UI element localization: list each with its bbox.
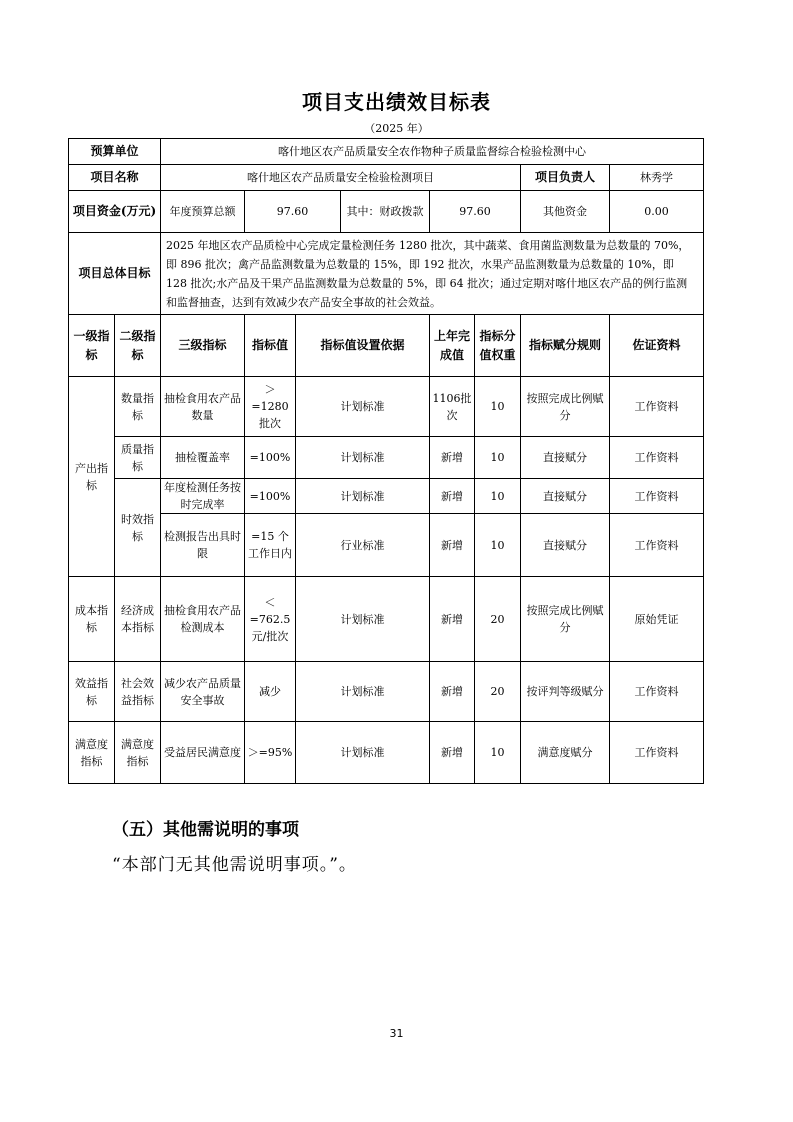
indicator-weight: 10	[475, 377, 521, 437]
project-name-value: 喀什地区农产品质量安全检验检测项目	[161, 165, 521, 191]
indicator-value: =100%	[245, 479, 296, 514]
goal-text: 2025 年地区农产品质检中心完成定量检测任务 1280 批次，其中蔬菜、食用菌监测数量为总数量的 70%，即 896 批次；禽产品监测数量为总数量的 15%，即 192 批次，水果产品监测数量为总数量的 10%，即 128 批次;水产品及干果产品监测数量为总数量的 5%，即 64 批次；通过定期对喀什地区农产品的例行监测和监督抽查，达到有效减少农产品安全事故的社会效益。	[161, 233, 704, 315]
indicator-value: =100%	[245, 437, 296, 479]
indicator-weight: 20	[475, 662, 521, 722]
section-paragraph: “本部门无其他需说明事项。”。	[112, 855, 357, 875]
indicator-basis: 计划标准	[296, 577, 430, 662]
group-cost: 成本指标	[69, 577, 115, 662]
indicator-last: 新增	[430, 479, 475, 514]
other-label: 其他资金	[521, 191, 610, 233]
indicator-basis: 计划标准	[296, 662, 430, 722]
indicator-weight: 10	[475, 722, 521, 784]
group-quality: 质量指标	[115, 437, 161, 479]
other-value: 0.00	[610, 191, 704, 233]
indicator-last: 1106批次	[430, 377, 475, 437]
indicator-rule: 满意度赋分	[521, 722, 610, 784]
indicator-value: ＞=95%	[245, 722, 296, 784]
indicator-value: ＞=1280批次	[245, 377, 296, 437]
goal-label: 项目总体目标	[69, 233, 161, 315]
indicator-name: 减少农产品质量安全事故	[161, 662, 245, 722]
year-label: （2025 年）	[364, 122, 429, 135]
fiscal-value: 97.60	[430, 191, 521, 233]
page-number: 31	[389, 1027, 404, 1040]
indicator-evidence: 工作资料	[610, 514, 704, 577]
indicator-name: 抽检覆盖率	[161, 437, 245, 479]
header-basis: 指标值设置依据	[296, 315, 430, 377]
table-row	[69, 577, 704, 662]
indicator-last: 新增	[430, 437, 475, 479]
indicator-weight: 10	[475, 479, 521, 514]
header-level3: 三级指标	[161, 315, 245, 377]
indicator-rule: 直接赋分	[521, 514, 610, 577]
group-economic-cost: 经济成本指标	[115, 577, 161, 662]
indicator-evidence: 工作资料	[610, 377, 704, 437]
indicator-basis: 计划标准	[296, 377, 430, 437]
indicator-basis: 计划标准	[296, 479, 430, 514]
budget-unit-label: 预算单位	[69, 139, 161, 165]
indicator-name: 受益居民满意度	[161, 722, 245, 784]
indicator-basis: 计划标准	[296, 722, 430, 784]
budget-unit-value: 喀什地区农产品质量安全农作物种子质量监督综合检验检测中心	[161, 139, 704, 165]
group-satisfaction: 满意度指标	[69, 722, 115, 784]
header-value: 指标值	[245, 315, 296, 377]
table-row	[69, 514, 704, 577]
indicator-value: 减少	[245, 662, 296, 722]
group-quantity: 数量指标	[115, 377, 161, 437]
indicator-rule: 按照完成比例赋分	[521, 377, 610, 437]
indicator-weight: 10	[475, 514, 521, 577]
table-row	[69, 662, 704, 722]
header-evidence: 佐证资料	[610, 315, 704, 377]
indicator-name: 抽检食用农产品检测成本	[161, 577, 245, 662]
page-title: 项目支出绩效目标表	[302, 90, 491, 114]
performance-target-table	[68, 138, 704, 784]
indicator-name: 检测报告出具时限	[161, 514, 245, 577]
funds-label: 项目资金(万元)	[69, 191, 161, 233]
indicator-rule: 按评判等级赋分	[521, 662, 610, 722]
indicator-weight: 10	[475, 437, 521, 479]
indicator-evidence: 原始凭证	[610, 577, 704, 662]
responsible-value: 林秀学	[610, 165, 704, 191]
header-weight: 指标分值权重	[475, 315, 521, 377]
indicator-last: 新增	[430, 662, 475, 722]
indicator-value: ＜=762.5元/批次	[245, 577, 296, 662]
indicator-last: 新增	[430, 722, 475, 784]
group-timeliness: 时效指标	[115, 479, 161, 577]
indicator-name: 抽检食用农产品数量	[161, 377, 245, 437]
annual-total-value: 97.60	[245, 191, 341, 233]
responsible-label: 项目负责人	[521, 165, 610, 191]
indicator-evidence: 工作资料	[610, 479, 704, 514]
section-heading: （五）其他需说明的事项	[112, 820, 299, 840]
group-benefit: 效益指标	[69, 662, 115, 722]
header-rule: 指标赋分规则	[521, 315, 610, 377]
indicator-weight: 20	[475, 577, 521, 662]
header-level1: 一级指标	[69, 315, 115, 377]
indicator-last: 新增	[430, 577, 475, 662]
indicator-evidence: 工作资料	[610, 722, 704, 784]
project-name-label: 项目名称	[69, 165, 161, 191]
group-output: 产出指标	[69, 377, 115, 577]
indicator-rule: 直接赋分	[521, 437, 610, 479]
indicator-basis: 行业标准	[296, 514, 430, 577]
indicator-evidence: 工作资料	[610, 437, 704, 479]
header-level2: 二级指标	[115, 315, 161, 377]
table-row	[69, 437, 704, 479]
group-satisfaction-sub: 满意度指标	[115, 722, 161, 784]
indicator-basis: 计划标准	[296, 437, 430, 479]
indicator-rule: 按照完成比例赋分	[521, 577, 610, 662]
annual-total-label: 年度预算总额	[161, 191, 245, 233]
fiscal-label: 其中：财政拨款	[341, 191, 430, 233]
indicator-last: 新增	[430, 514, 475, 577]
table-row	[69, 479, 704, 514]
table-row	[69, 377, 704, 437]
group-social-benefit: 社会效益指标	[115, 662, 161, 722]
header-last-year: 上年完成值	[430, 315, 475, 377]
indicator-value: =15 个工作日内	[245, 514, 296, 577]
indicator-name: 年度检测任务按时完成率	[161, 479, 245, 514]
indicator-rule: 直接赋分	[521, 479, 610, 514]
indicator-evidence: 工作资料	[610, 662, 704, 722]
table-row	[69, 722, 704, 784]
